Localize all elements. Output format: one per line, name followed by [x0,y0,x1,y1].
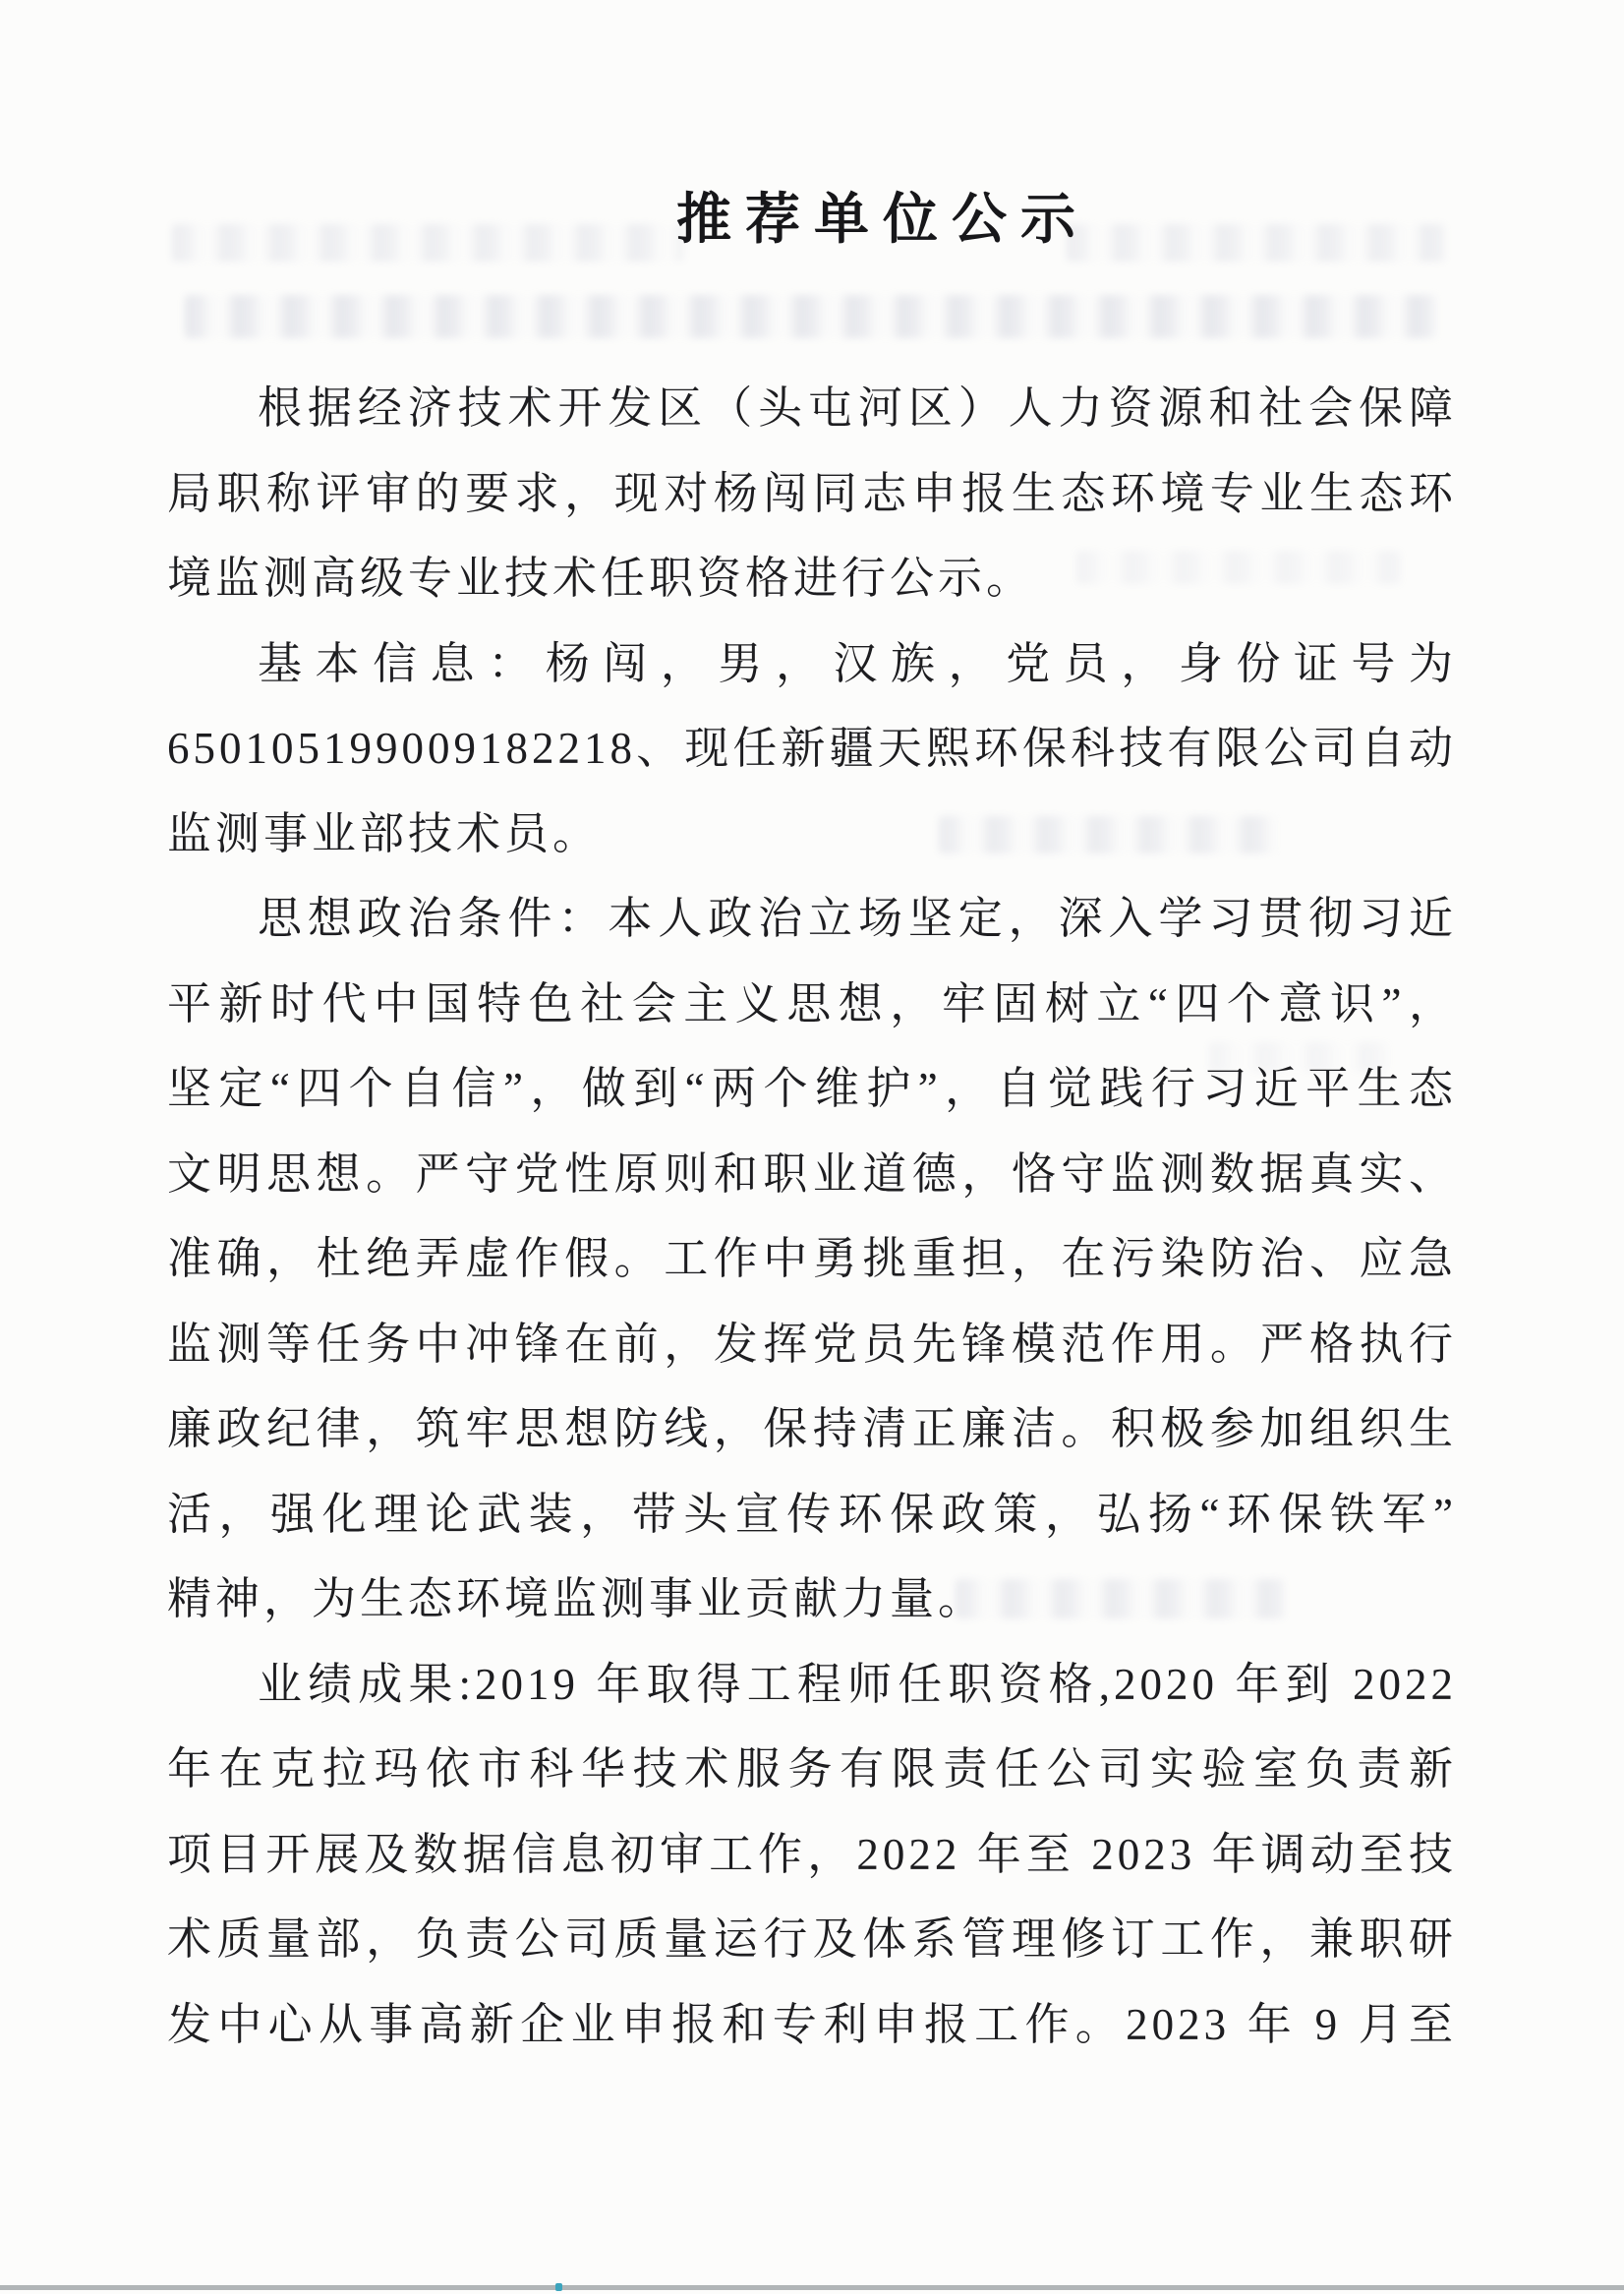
text-line: 局职称评审的要求，现对杨闯同志申报生态环境专业生态环 [167,468,1457,518]
text-line: 年在克拉玛依市科华技术服务有限责任公司实验室负责新 [167,1744,1457,1794]
ink-bleed-through [185,295,1438,338]
text-line: 思想政治条件：本人政治立场坚定，深入学习贯彻习近 [258,894,1457,943]
scan-artifact-dot [555,2283,562,2291]
document-title: 推荐单位公示 [676,190,1089,251]
text-line: 业绩成果:2019 年取得工程师任职资格,2020 年到 2022 [258,1659,1457,1709]
text-line: 根据经济技术开发区（头屯河区）人力资源和社会保障 [258,383,1457,433]
text-line: 精神，为生态环境监测事业贡献力量。 [167,1574,987,1623]
text-line: 项目开展及数据信息初审工作，2022 年至 2023 年调动至技 [167,1829,1457,1879]
text-line: 廉政纪律，筑牢思想防线，保持清正廉洁。积极参加组织生 [167,1404,1457,1453]
scan-edge-line [0,2285,1624,2290]
text-line: 术质量部，负责公司质量运行及体系管理修订工作，兼职研 [167,1914,1457,1964]
text-line: 监测事业部技术员。 [167,808,602,858]
text-line: 650105199009182218、现任新疆天熙环保科技有限公司自动 [167,724,1457,773]
text-line: 境监测高级专业技术任职资格进行公示。 [167,554,1035,603]
text-line: 活，强化理论武装，带头宣传环保政策，弘扬“环保铁军” [167,1489,1457,1539]
text-line: 坚定“四个自信”，做到“两个维护”，自觉践行习近平生态 [167,1064,1457,1113]
text-line: 发中心从事高新企业申报和专利申报工作。2023 年 9 月至 [167,1999,1457,2049]
text-line: 准确，杜绝弄虚作假。工作中勇挑重担，在污染防治、应急 [167,1234,1457,1283]
text-line: 文明思想。严守党性原则和职业道德，恪守监测数据真实、 [167,1148,1457,1199]
text-line: 监测等任务中冲锋在前，发挥党员先锋模范作用。严格执行 [167,1319,1457,1369]
text-line: 基本信息：杨闯，男，汉族，党员，身份证号为 [258,638,1457,688]
text-line: 平新时代中国特色社会主义思想，牢固树立“四个意识”， [167,978,1457,1029]
document-body [167,366,1457,2067]
